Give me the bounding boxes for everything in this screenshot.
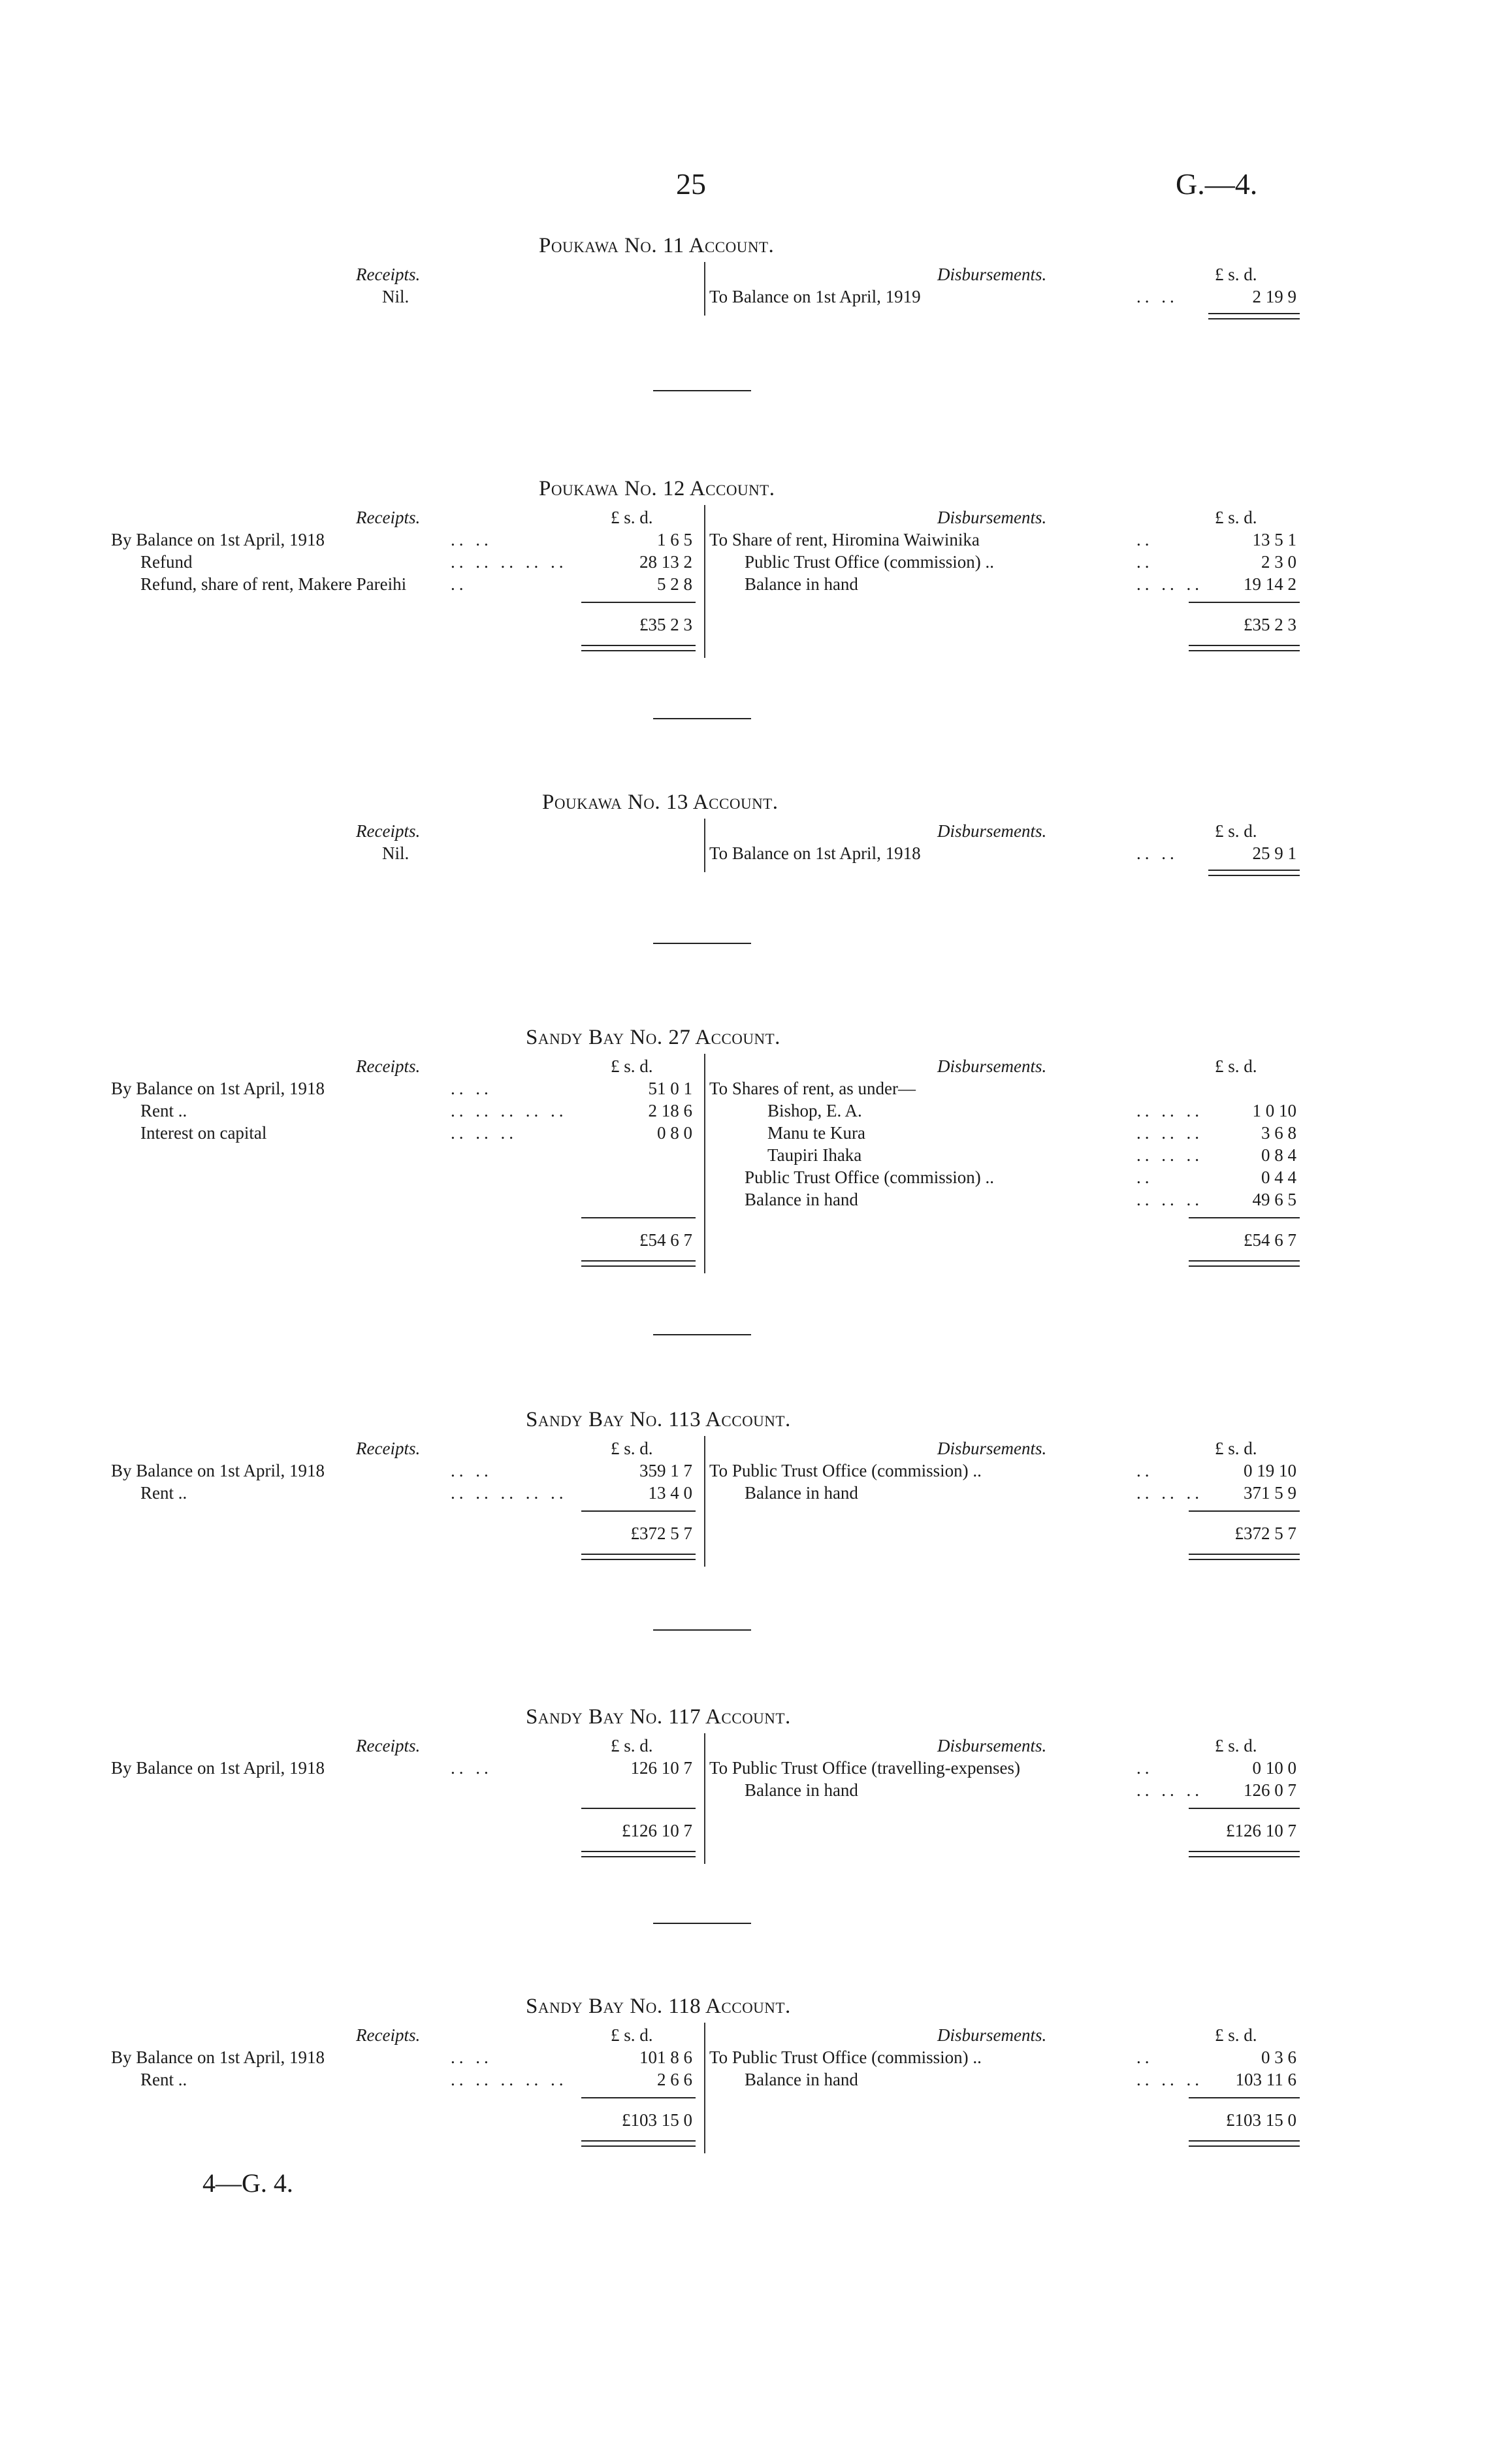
receipt-label: Refund, share of rent, Makere Pareihi <box>140 574 407 594</box>
disbursements-total-double-rule <box>1189 1260 1300 1267</box>
document-reference: G.—4. <box>1176 167 1258 201</box>
receipts-lsd-header: £ s. d. <box>611 1736 653 1755</box>
disbursement-leader-dots: .. .. .. <box>1136 1145 1203 1165</box>
receipt-amount: 13 4 0 <box>648 1483 692 1503</box>
disbursement-label: Taupiri Ihaka <box>767 1145 862 1165</box>
section-separator <box>653 390 751 391</box>
disbursement-label: Public Trust Office (commission) .. <box>745 552 995 572</box>
disbursements-subtotal-rule <box>1189 2097 1300 2098</box>
disbursement-leader-dots: .. .. .. <box>1136 1190 1203 1209</box>
receipt-amount: 2 6 6 <box>657 2070 692 2089</box>
disbursements-total: £103 15 0 <box>1226 2110 1296 2130</box>
disbursement-label: Balance in hand <box>745 574 858 594</box>
receipt-amount: 1 6 5 <box>657 530 692 549</box>
receipts-total-double-rule <box>581 645 696 651</box>
receipt-label: By Balance on 1st April, 1918 <box>111 2047 325 2067</box>
disbursement-amount: 13 5 1 <box>1252 530 1296 549</box>
disbursement-leader-dots: .. <box>1136 552 1153 572</box>
receipts-heading: Receipts. <box>356 821 421 841</box>
disbursement-label: To Public Trust Office (travelling-expenses) <box>709 1758 1021 1778</box>
receipts-total-double-rule <box>581 1260 696 1267</box>
disbursements-lsd-header: £ s. d. <box>1215 265 1257 284</box>
receipts-heading: Receipts. <box>356 1736 421 1755</box>
disbursements-subtotal-rule <box>1189 602 1300 603</box>
disbursements-subtotal-rule <box>1189 1510 1300 1512</box>
disbursement-label: Manu te Kura <box>767 1123 865 1143</box>
receipts-total-double-rule <box>581 2140 696 2147</box>
disbursement-leader-dots: .. .. .. <box>1136 2070 1203 2089</box>
disbursements-lsd-header: £ s. d. <box>1215 1736 1257 1755</box>
receipt-leader-dots: .. .. <box>451 1079 492 1098</box>
receipts-total: £35 2 3 <box>639 615 692 634</box>
disbursement-amount: 103 11 6 <box>1235 2070 1296 2089</box>
receipts-total: £126 10 7 <box>622 1821 692 1840</box>
receipts-heading: Receipts. <box>356 265 421 284</box>
section-separator <box>653 943 751 944</box>
receipt-amount: 359 1 7 <box>639 1461 692 1480</box>
account-title: Sandy Bay No. 113 Account. <box>526 1408 791 1431</box>
receipts-lsd-header: £ s. d. <box>611 2025 653 2045</box>
receipt-label: Refund <box>140 552 193 572</box>
receipt-label: Rent .. <box>140 2070 187 2089</box>
receipts-total: £103 15 0 <box>622 2110 692 2130</box>
column-divider <box>704 505 705 658</box>
receipt-label: By Balance on 1st April, 1918 <box>111 530 325 549</box>
receipt-leader-dots: .. .. .. <box>451 1123 517 1143</box>
receipt-leader-dots: .. .. .. .. .. <box>451 2070 568 2089</box>
disbursement-amount: 126 0 7 <box>1244 1780 1296 1800</box>
disbursements-total-double-rule <box>1189 2140 1300 2147</box>
disbursement-amount: 49 6 5 <box>1252 1190 1296 1209</box>
receipts-nil: Nil. <box>382 287 410 306</box>
footer-signature: 4—G. 4. <box>202 2168 293 2198</box>
receipt-leader-dots: .. .. .. .. .. <box>451 1483 568 1503</box>
column-divider <box>704 1436 705 1567</box>
disbursement-label: To Balance on 1st April, 1919 <box>709 287 921 306</box>
account-title: Sandy Bay No. 27 Account. <box>526 1026 780 1049</box>
disbursement-amount: 371 5 9 <box>1244 1483 1296 1503</box>
disbursement-amount: 3 6 8 <box>1261 1123 1296 1143</box>
disbursement-label: Bishop, E. A. <box>767 1101 862 1120</box>
disbursement-leader-dots: .. .. .. <box>1136 1123 1203 1143</box>
disbursement-leader-dots: .. <box>1136 1461 1153 1480</box>
disbursement-amount: 2 19 9 <box>1252 287 1296 306</box>
disbursement-leader-dots: .. .. .. <box>1136 574 1203 594</box>
receipts-subtotal-rule <box>581 1217 696 1218</box>
disbursements-total-double-rule <box>1189 1554 1300 1560</box>
receipts-lsd-header: £ s. d. <box>611 1056 653 1076</box>
disbursement-label: To Share of rent, Hiromina Waiwinika <box>709 530 980 549</box>
disbursement-label: To Public Trust Office (commission) .. <box>709 1461 982 1480</box>
disbursement-leader-dots: .. <box>1136 2047 1153 2067</box>
disbursements-heading: Disbursements. <box>937 1056 1047 1076</box>
receipts-heading: Receipts. <box>356 508 421 527</box>
disbursement-leader-dots: .. <box>1136 530 1153 549</box>
disbursements-heading: Disbursements. <box>937 508 1047 527</box>
disbursement-amount: 0 4 4 <box>1261 1167 1296 1187</box>
disbursement-label: Balance in hand <box>745 2070 858 2089</box>
disbursements-lsd-header: £ s. d. <box>1215 508 1257 527</box>
disbursements-lsd-header: £ s. d. <box>1215 1056 1257 1076</box>
disbursements-lsd-header: £ s. d. <box>1215 2025 1257 2045</box>
disbursements-lsd-header: £ s. d. <box>1215 1439 1257 1458</box>
receipts-total-double-rule <box>581 1554 696 1560</box>
disbursement-leader-dots: .. .. .. <box>1136 1101 1203 1120</box>
disbursements-total-double-rule <box>1189 1851 1300 1857</box>
receipts-subtotal-rule <box>581 1510 696 1512</box>
receipt-leader-dots: .. .. <box>451 1758 492 1778</box>
receipt-leader-dots: .. .. <box>451 2047 492 2067</box>
receipt-leader-dots: .. .. <box>451 530 492 549</box>
account-title: Sandy Bay No. 117 Account. <box>526 1705 791 1729</box>
disbursement-label: Balance in hand <box>745 1190 858 1209</box>
receipts-heading: Receipts. <box>356 2025 421 2045</box>
disbursement-leader-dots: .. .. <box>1136 843 1178 863</box>
disbursement-amount: 1 0 10 <box>1252 1101 1296 1120</box>
disbursement-label: Balance in hand <box>745 1780 858 1800</box>
disbursement-label: To Shares of rent, as under— <box>709 1079 916 1098</box>
receipt-amount: 0 8 0 <box>657 1123 692 1143</box>
disbursements-total: £35 2 3 <box>1244 615 1296 634</box>
disbursements-total-double-rule <box>1208 313 1300 319</box>
disbursement-amount: 2 3 0 <box>1261 552 1296 572</box>
receipt-label: By Balance on 1st April, 1918 <box>111 1079 325 1098</box>
disbursement-leader-dots: .. <box>1136 1758 1153 1778</box>
disbursements-subtotal-rule <box>1189 1808 1300 1809</box>
account-title: Poukawa No. 13 Account. <box>542 791 779 814</box>
receipt-label: Rent .. <box>140 1483 187 1503</box>
column-divider <box>704 262 705 316</box>
disbursements-heading: Disbursements. <box>937 1736 1047 1755</box>
receipt-amount: 101 8 6 <box>639 2047 692 2067</box>
receipts-nil: Nil. <box>382 843 410 863</box>
disbursements-heading: Disbursements. <box>937 265 1047 284</box>
disbursements-lsd-header: £ s. d. <box>1215 821 1257 841</box>
receipts-total: £372 5 7 <box>630 1524 692 1543</box>
disbursements-total: £126 10 7 <box>1226 1821 1296 1840</box>
section-separator <box>653 1923 751 1924</box>
receipts-heading: Receipts. <box>356 1439 421 1458</box>
section-separator <box>653 718 751 719</box>
account-title: Sandy Bay No. 118 Account. <box>526 1995 791 2018</box>
receipt-leader-dots: .. .. <box>451 1461 492 1480</box>
receipts-lsd-header: £ s. d. <box>611 508 653 527</box>
disbursement-amount: 25 9 1 <box>1252 843 1296 863</box>
receipt-leader-dots: .. .. .. .. .. <box>451 552 568 572</box>
disbursement-label: To Balance on 1st April, 1918 <box>709 843 921 863</box>
disbursements-total: £54 6 7 <box>1244 1230 1296 1250</box>
receipt-label: Interest on capital <box>140 1123 267 1143</box>
disbursements-heading: Disbursements. <box>937 1439 1047 1458</box>
receipts-subtotal-rule <box>581 2097 696 2098</box>
disbursement-amount: 0 8 4 <box>1261 1145 1296 1165</box>
receipt-label: By Balance on 1st April, 1918 <box>111 1461 325 1480</box>
receipts-total: £54 6 7 <box>639 1230 692 1250</box>
receipt-amount: 2 18 6 <box>648 1101 692 1120</box>
column-divider <box>704 1733 705 1864</box>
receipt-amount: 5 2 8 <box>657 574 692 594</box>
disbursement-label: Public Trust Office (commission) .. <box>745 1167 995 1187</box>
receipt-amount: 28 13 2 <box>639 552 692 572</box>
disbursements-total: £372 5 7 <box>1234 1524 1296 1543</box>
page-number: 25 <box>676 167 706 201</box>
disbursements-heading: Disbursements. <box>937 821 1047 841</box>
column-divider <box>704 1054 705 1273</box>
receipt-label: Rent .. <box>140 1101 187 1120</box>
disbursements-total-double-rule <box>1189 645 1300 651</box>
account-title: Poukawa No. 11 Account. <box>539 234 775 257</box>
receipts-subtotal-rule <box>581 602 696 603</box>
column-divider <box>704 819 705 872</box>
disbursement-amount: 19 14 2 <box>1244 574 1296 594</box>
receipt-amount: 51 0 1 <box>648 1079 692 1098</box>
disbursement-leader-dots: .. <box>1136 1167 1153 1187</box>
disbursement-label: Balance in hand <box>745 1483 858 1503</box>
section-separator <box>653 1334 751 1335</box>
receipts-subtotal-rule <box>581 1808 696 1809</box>
disbursement-amount: 0 3 6 <box>1261 2047 1296 2067</box>
disbursement-label: To Public Trust Office (commission) .. <box>709 2047 982 2067</box>
disbursement-amount: 0 19 10 <box>1244 1461 1296 1480</box>
disbursements-heading: Disbursements. <box>937 2025 1047 2045</box>
account-title: Poukawa No. 12 Account. <box>539 477 775 500</box>
receipt-leader-dots: .. .. .. .. .. <box>451 1101 568 1120</box>
disbursements-subtotal-rule <box>1189 1217 1300 1218</box>
disbursement-leader-dots: .. .. <box>1136 287 1178 306</box>
disbursements-total-double-rule <box>1208 870 1300 876</box>
section-separator <box>653 1629 751 1631</box>
receipt-label: By Balance on 1st April, 1918 <box>111 1758 325 1778</box>
disbursement-amount: 0 10 0 <box>1252 1758 1296 1778</box>
receipts-lsd-header: £ s. d. <box>611 1439 653 1458</box>
disbursement-leader-dots: .. .. .. <box>1136 1780 1203 1800</box>
column-divider <box>704 2023 705 2153</box>
disbursement-leader-dots: .. .. .. <box>1136 1483 1203 1503</box>
receipt-leader-dots: .. <box>451 574 468 594</box>
receipts-total-double-rule <box>581 1851 696 1857</box>
receipt-amount: 126 10 7 <box>630 1758 692 1778</box>
receipts-heading: Receipts. <box>356 1056 421 1076</box>
